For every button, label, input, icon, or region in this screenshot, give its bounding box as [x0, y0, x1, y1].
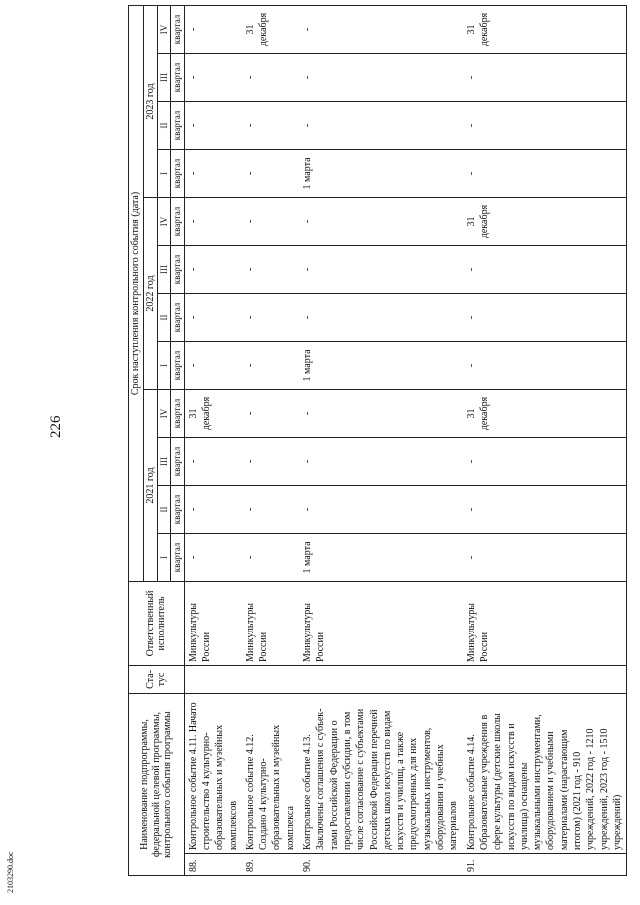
quarter-date-cell: -	[184, 437, 242, 485]
header-quarter-word: квартал	[171, 485, 184, 533]
quarter-date-cell: -	[242, 437, 299, 485]
row-number: 88.	[184, 854, 242, 876]
header-quarter-numeral: IV	[158, 389, 171, 437]
responsible-executor: Минкультуры России	[299, 581, 463, 665]
event-name: Контрольное событие 4.14. Образовательные учреждения в сфере культуры (детские школы искусств по видам искусств и училища) оснащены музыкальными инструментами, оборудованием и учебными материалами (нарастающим итогом) (2021 год - 910 учреждений, 2022 год - 1210 учреждений, 2023 год - 1510 учреждений)	[463, 693, 627, 853]
quarter-date-cell: -	[463, 101, 627, 149]
header-quarter-word: квартал	[171, 437, 184, 485]
quarter-date-cell: -	[242, 101, 299, 149]
quarter-date-cell: -	[299, 389, 463, 437]
event-name: Контрольное событие 4.13. Заключены соглашения с субъек-тами Российской Федерации о предоставлении субсидии, в том числе согласование с субъектами Российской Федерации перечней детских школ искусств по видам искусств и училищ, а также предусмотренных для них музыкальных инструментов, оборудования и учебных материалов	[299, 693, 463, 853]
header-quarter-numeral: I	[158, 341, 171, 389]
header-quarter-numeral: III	[158, 437, 171, 485]
header-quarter-numeral: IV	[158, 5, 171, 53]
responsible-executor: Минкультуры России	[463, 581, 627, 665]
header-quarter-word: квартал	[171, 389, 184, 437]
header-quarter-numeral: II	[158, 293, 171, 341]
table-row	[299, 5, 463, 875]
quarter-date-cell: -	[463, 341, 627, 389]
event-name: Контрольное событие 4.11. Начато строительство 4 культурно-образовательных и музейных комплексов	[184, 693, 242, 853]
header-quarter-word: квартал	[171, 5, 184, 53]
quarter-date-cell: -	[184, 5, 242, 53]
quarter-date-cell: 1 марта	[299, 533, 463, 581]
quarter-date-cell: -	[299, 485, 463, 533]
quarter-date-cell: -	[184, 533, 242, 581]
quarter-date-cell: -	[463, 485, 627, 533]
quarter-date-cell: -	[242, 149, 299, 197]
quarter-date-cell: -	[463, 437, 627, 485]
quarter-date-cell: -	[299, 245, 463, 293]
quarter-date-cell: -	[299, 293, 463, 341]
responsible-executor: Минкультуры России	[242, 581, 299, 665]
header-deadline: Срок наступления контрольного события (дата)	[129, 5, 144, 581]
quarter-date-cell: 1 марта	[299, 149, 463, 197]
header-quarter-word: квартал	[171, 293, 184, 341]
table-row	[242, 5, 299, 875]
header-quarter-word: квартал	[171, 101, 184, 149]
header-year-2021: 2021 год	[143, 389, 158, 581]
quarter-date-cell: -	[299, 5, 463, 53]
quarter-date-cell: -	[184, 485, 242, 533]
header-quarter-numeral: IV	[158, 197, 171, 245]
header-quarter-numeral: III	[158, 245, 171, 293]
quarter-date-cell: -	[299, 437, 463, 485]
quarter-date-cell: -	[242, 197, 299, 245]
header-status: Ста-тус	[129, 665, 185, 693]
quarter-date-cell: -	[463, 533, 627, 581]
quarter-date-cell: -	[299, 53, 463, 101]
control-events-table	[128, 5, 627, 876]
quarter-date-cell: -	[299, 101, 463, 149]
table-row	[463, 5, 627, 875]
rotated-table-area	[128, 6, 623, 876]
header-quarter-word: квартал	[171, 245, 184, 293]
header-year-2023: 2023 год	[143, 5, 158, 197]
quarter-date-cell: -	[184, 245, 242, 293]
responsible-executor: Минкультуры России	[184, 581, 242, 665]
header-quarter-numeral: I	[158, 533, 171, 581]
page-number: 226	[48, 415, 64, 438]
header-quarter-numeral: III	[158, 53, 171, 101]
quarter-date-cell: -	[242, 293, 299, 341]
quarter-date-cell: -	[242, 533, 299, 581]
status-cell	[242, 665, 299, 693]
quarter-date-cell: -	[184, 341, 242, 389]
quarter-date-cell: 31 декабря	[184, 389, 242, 437]
header-quarter-word: квартал	[171, 533, 184, 581]
table-row	[184, 5, 242, 875]
header-responsible: Ответственный исполнитель	[129, 581, 185, 665]
quarter-date-cell: 31 декабря	[463, 389, 627, 437]
header-year-2022: 2022 год	[143, 197, 158, 389]
quarter-date-cell: -	[184, 149, 242, 197]
header-quarter-word: квартал	[171, 149, 184, 197]
row-number: 90.	[299, 854, 463, 876]
quarter-date-cell: 31 декабря	[463, 197, 627, 245]
header-quarter-numeral: II	[158, 485, 171, 533]
document-filename: 2103290.doc	[6, 851, 15, 893]
header-quarter-word: квартал	[171, 341, 184, 389]
quarter-date-cell: 31 декабря	[463, 5, 627, 53]
quarter-date-cell: -	[463, 245, 627, 293]
header-quarter-word: квартал	[171, 53, 184, 101]
status-cell	[463, 665, 627, 693]
quarter-date-cell: -	[242, 341, 299, 389]
quarter-date-cell: -	[184, 101, 242, 149]
quarter-date-cell: -	[242, 53, 299, 101]
quarter-date-cell: -	[463, 293, 627, 341]
header-quarter-word: квартал	[171, 197, 184, 245]
header-quarter-numeral: II	[158, 101, 171, 149]
quarter-date-cell: -	[299, 197, 463, 245]
quarter-date-cell: 1 марта	[299, 341, 463, 389]
status-cell	[184, 665, 242, 693]
quarter-date-cell: -	[184, 293, 242, 341]
status-cell	[299, 665, 463, 693]
quarter-date-cell: -	[463, 149, 627, 197]
quarter-date-cell: -	[242, 245, 299, 293]
quarter-date-cell: -	[184, 53, 242, 101]
quarter-date-cell: -	[242, 389, 299, 437]
quarter-date-cell: -	[463, 53, 627, 101]
header-quarter-numeral: I	[158, 149, 171, 197]
event-name: Контрольное событие 4.12. Создано 4 культурно-образовательных и музейных комплекса	[242, 693, 299, 853]
quarter-date-cell: -	[242, 485, 299, 533]
row-number: 91.	[463, 854, 627, 876]
header-name: Наименование подпрограммы, федеральной целевой программы, контрольного события программы	[129, 693, 185, 875]
quarter-date-cell: -	[184, 197, 242, 245]
quarter-date-cell: 31 декабря	[242, 5, 299, 53]
row-number: 89.	[242, 854, 299, 876]
